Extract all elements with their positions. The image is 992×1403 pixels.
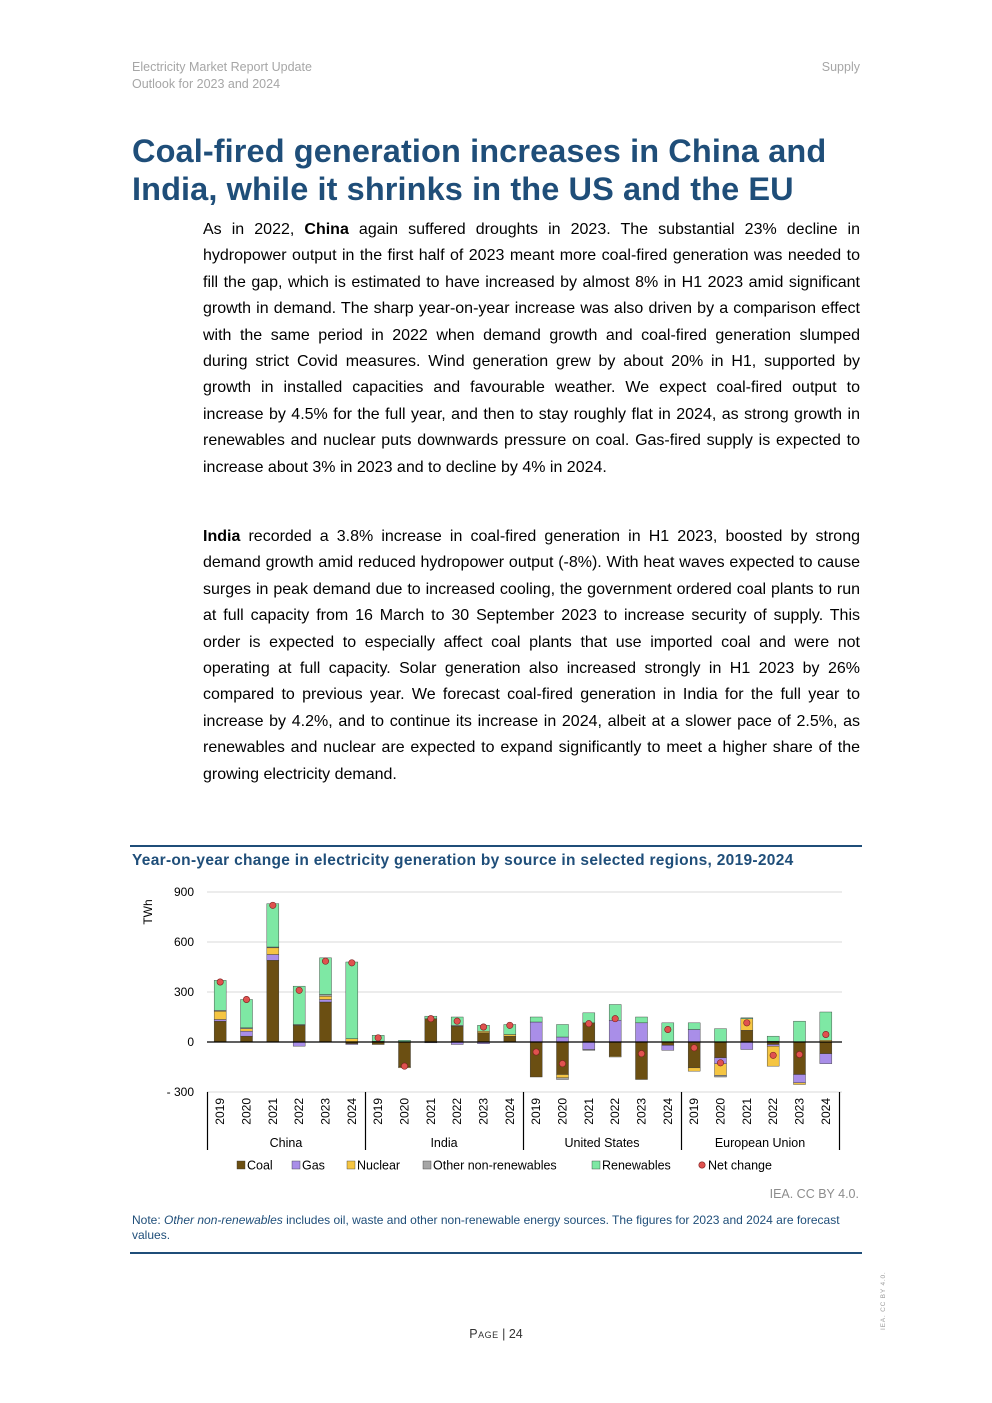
- x-tick-label: 2023: [476, 1098, 491, 1125]
- net-change-point: [217, 979, 223, 985]
- x-tick-label: 2022: [766, 1098, 781, 1125]
- legend-label: Nuclear: [357, 1158, 401, 1173]
- bar-segment: [688, 1030, 700, 1043]
- x-tick-label: 2023: [634, 1098, 649, 1125]
- bar-segment: [636, 1023, 648, 1042]
- x-tick-label: 2024: [344, 1098, 359, 1125]
- bar-segment: [346, 1044, 358, 1045]
- bar-segment: [636, 1017, 648, 1023]
- legend-label: Renewables: [602, 1158, 671, 1173]
- paragraph-india-keyword: India: [203, 528, 241, 545]
- header-line-2: Outlook for 2023 and 2024: [132, 77, 281, 91]
- page-number-value: 24: [508, 1327, 523, 1341]
- net-change-point: [349, 960, 355, 966]
- bar-segment: [320, 996, 332, 999]
- net-change-point: [717, 1060, 723, 1066]
- net-change-point: [296, 987, 302, 993]
- bar-segment: [557, 1075, 569, 1078]
- net-change-point: [612, 1015, 618, 1021]
- bar-segment: [267, 955, 279, 961]
- net-change-point: [322, 958, 328, 964]
- bar-segment: [214, 1020, 226, 1022]
- x-tick-label: 2019: [371, 1098, 386, 1125]
- figure-note: [132, 1213, 848, 1243]
- legend-swatch: [347, 1161, 355, 1169]
- figure-note-term: Other non-renewables: [164, 1213, 283, 1227]
- figure-credit: IEA. CC BY 4.0.: [769, 1187, 859, 1201]
- bar-segment: [346, 962, 358, 1039]
- bar-segment: [767, 1045, 779, 1047]
- y-axis-label: TWh: [141, 899, 155, 925]
- bar-segment: [557, 1078, 569, 1080]
- bar-segment: [241, 1000, 253, 1028]
- bar-segment: [320, 1002, 332, 1042]
- legend-label: Other non-renewables: [433, 1158, 557, 1173]
- net-change-point: [480, 1024, 486, 1030]
- legend-label: Coal: [247, 1158, 273, 1173]
- bar-segment: [530, 1042, 542, 1077]
- bar-segment: [320, 995, 332, 997]
- legend-swatch: [237, 1161, 245, 1169]
- bar-segment: [478, 1033, 490, 1042]
- x-tick-label: 2021: [581, 1098, 596, 1125]
- legend-swatch: [292, 1161, 300, 1169]
- bar-segment: [557, 1025, 569, 1038]
- bar-segment: [741, 1018, 753, 1019]
- x-tick-label: 2020: [397, 1098, 412, 1125]
- x-tick-label: 2020: [239, 1098, 254, 1125]
- net-change-point: [691, 1045, 697, 1051]
- bar-segment: [267, 960, 279, 1042]
- bar-segment: [767, 1036, 779, 1041]
- bar-segment: [741, 1042, 753, 1050]
- figure-note-body: includes oil, waste and other non-renewable energy sources. The figures for 2023 and 2024 are forecast values.: [132, 1213, 840, 1242]
- section-title: Coal-fired generation increases in China and India, while it shrinks in the US and the EU: [132, 133, 827, 207]
- bar-segment: [609, 1042, 621, 1056]
- legend-swatch: [423, 1161, 431, 1169]
- net-change-point: [507, 1022, 513, 1028]
- legend-swatch: [592, 1161, 600, 1169]
- y-tick-label: 600: [173, 935, 194, 949]
- generation-change-chart: [130, 880, 850, 1180]
- x-tick-label: 2021: [265, 1098, 280, 1125]
- net-change-point: [401, 1063, 407, 1069]
- paragraph-india: [203, 524, 860, 788]
- bar-segment: [478, 1031, 490, 1033]
- net-change-point: [744, 1020, 750, 1026]
- bar-segment: [609, 1020, 621, 1042]
- net-change-point: [428, 1015, 434, 1021]
- bar-segment: [504, 1036, 516, 1042]
- bar-segment: [293, 1042, 305, 1046]
- bar-segment: [662, 1045, 674, 1050]
- net-change-point: [586, 1020, 592, 1026]
- group-label: United States: [564, 1136, 640, 1150]
- figure-top-rule: [130, 845, 862, 847]
- bar-segment: [267, 904, 279, 947]
- legend-swatch: [699, 1162, 705, 1168]
- bar-segment: [688, 1068, 700, 1071]
- legend-label: Gas: [302, 1158, 325, 1173]
- bar-segment: [794, 1075, 806, 1083]
- paragraph-china-keyword: China: [304, 221, 349, 238]
- paragraph-china-body: again suffered droughts in 2023. The substantial 23% decline in hydropower output in the first half of 2023 meant more coal-fired generation was needed to fill the gap, which is estimated to have increased by almost 8% in H1 2023 amid significant growth in demand. The sharp year-on-year increase was also driven by a comparison effect with the same period in 2022 when demand growth and coal-fired generation slumped during strict Covid measures. Wind generation grew by about 20% in H1, supported by growth in installed capacities and favourable weather. We expect coal-fired output to increase by 4.5% for the full year, and then to stay roughly flat in 2024, as strong growth in renewables and nuclear puts downwards pressure on coal. Gas-fired supply is expected to increase about 3% in 2023 and to decline by 4% in 2024.: [203, 221, 861, 476]
- bar-segment: [820, 1054, 832, 1064]
- y-tick-label: 0: [187, 1035, 194, 1049]
- x-tick-label: 2024: [818, 1098, 833, 1125]
- side-credit: IEA. CC BY 4.0.: [880, 1271, 887, 1330]
- x-tick-label: 2021: [739, 1098, 754, 1125]
- net-change-point: [559, 1060, 565, 1066]
- x-tick-label: 2024: [502, 1098, 517, 1125]
- bar-segment: [583, 1042, 595, 1050]
- y-tick-label: - 300: [166, 1085, 194, 1099]
- bar-segment: [741, 1030, 753, 1042]
- x-tick-label: 2024: [660, 1098, 675, 1125]
- x-tick-label: 2023: [318, 1098, 333, 1125]
- bar-segment: [241, 1031, 253, 1036]
- group-label: China: [269, 1136, 303, 1150]
- y-tick-label: 300: [173, 985, 194, 999]
- net-change-point: [533, 1049, 539, 1055]
- bar-segment: [794, 1042, 806, 1075]
- page-number: [0, 1327, 992, 1341]
- bar-segment: [715, 1029, 727, 1042]
- bar-segment: [214, 1021, 226, 1042]
- figure-title: Year-on-year change in electricity generation by source in selected regions, 2019-2024: [132, 852, 794, 869]
- header-section-name: Supply: [821, 60, 860, 74]
- bar-segment: [504, 1035, 516, 1037]
- bar-segment: [557, 1037, 569, 1042]
- net-change-point: [638, 1050, 644, 1056]
- figure-bottom-rule: [130, 1252, 862, 1254]
- bar-segment: [293, 1025, 305, 1042]
- bar-segment: [557, 1042, 569, 1075]
- bar-segment: [715, 1042, 727, 1058]
- bar-segment: [214, 1011, 226, 1019]
- bar-segment: [688, 1023, 700, 1030]
- bar-segment: [241, 1036, 253, 1042]
- bar-segment: [267, 948, 279, 955]
- group-label: India: [430, 1136, 458, 1150]
- bar-segment: [583, 1050, 595, 1051]
- net-change-point: [454, 1018, 460, 1024]
- bar-segment: [530, 1017, 542, 1022]
- bar-segment: [609, 1056, 621, 1057]
- header-report-title: [132, 59, 312, 93]
- bar-segment: [794, 1083, 806, 1085]
- page-separator: |: [498, 1327, 509, 1341]
- x-tick-label: 2022: [292, 1098, 307, 1125]
- bar-segment: [530, 1022, 542, 1042]
- bar-segment: [241, 1029, 253, 1032]
- figure-note-prefix: Note:: [132, 1213, 165, 1227]
- group-label: European Union: [714, 1136, 806, 1150]
- paragraph-china: [203, 217, 860, 481]
- net-change-point: [270, 902, 276, 908]
- x-tick-label: 2022: [608, 1098, 623, 1125]
- x-tick-label: 2020: [713, 1098, 728, 1125]
- x-tick-label: 2021: [423, 1098, 438, 1125]
- bar-segment: [820, 1042, 832, 1054]
- page-label: Page: [469, 1327, 499, 1341]
- bar-segment: [636, 1042, 648, 1080]
- y-tick-label: 900: [173, 885, 194, 899]
- net-change-point: [665, 1026, 671, 1032]
- x-tick-label: 2019: [529, 1098, 544, 1125]
- x-tick-label: 2019: [687, 1098, 702, 1125]
- x-tick-label: 2022: [450, 1098, 465, 1125]
- net-change-point: [770, 1052, 776, 1058]
- bar-segment: [451, 1026, 463, 1042]
- header-line-1: Electricity Market Report Update: [132, 60, 312, 74]
- paragraph-china-lead: As in 2022,: [203, 221, 305, 238]
- bar-segment: [715, 1075, 727, 1077]
- net-change-point: [243, 996, 249, 1002]
- net-change-point: [823, 1031, 829, 1037]
- bar-segment: [425, 1019, 437, 1042]
- bar-segment: [320, 1000, 332, 1003]
- legend-label: Net change: [708, 1158, 772, 1173]
- paragraph-india-body: recorded a 3.8% increase in coal-fired generation in H1 2023, boosted by strong demand growth amid reduced hydropower output (-8%). With heat waves expected to cause surges in peak demand due to increased cooling, the government ordered coal plants to run at full capacity from 16 March to 30 September 2023 to increase security of supply. This order is expected to especially affect coal plants that use imported coal and were not operating at full capacity. Solar generation also increased strongly in H1 2023 by 26% compared to previous year. We forecast coal-fired generation in India for the full year to increase by 4.2%, and to continue its increase in 2024, albeit at a slower pace of 2.5%, as renewables and nuclear are expected to expand significantly to meet a higher share of the growing electricity demand.: [203, 528, 860, 783]
- net-change-point: [796, 1051, 802, 1057]
- x-tick-label: 2023: [792, 1098, 807, 1125]
- bar-segment: [794, 1021, 806, 1042]
- x-tick-label: 2020: [555, 1098, 570, 1125]
- net-change-point: [375, 1035, 381, 1041]
- x-tick-label: 2019: [213, 1098, 228, 1125]
